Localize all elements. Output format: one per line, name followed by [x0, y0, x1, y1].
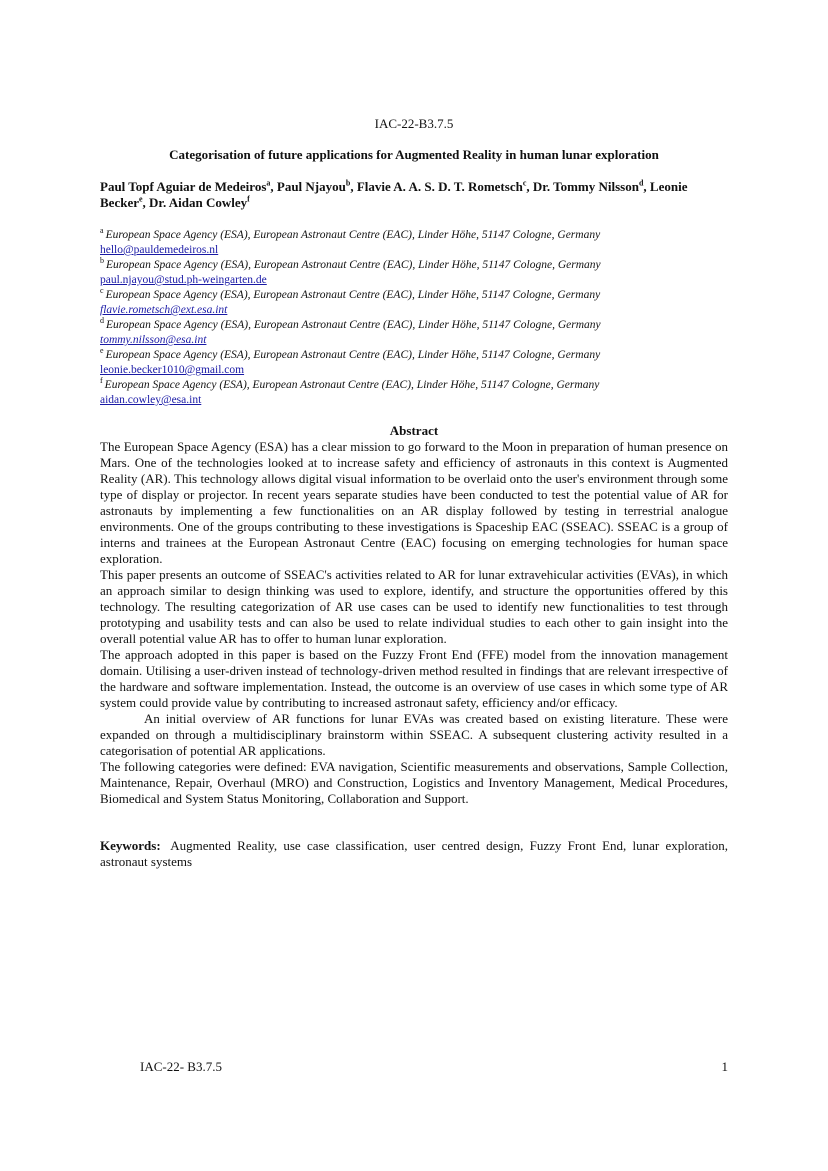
affiliation-line: [100, 348, 728, 363]
author-email-link[interactable]: tommy.nilsson@esa.int: [100, 334, 207, 346]
author-name: Paul Njayou: [276, 179, 346, 194]
author-affiliation-mark: f: [247, 194, 250, 204]
author-separator: ,: [350, 179, 357, 194]
author-email-link[interactable]: hello@pauldemedeiros.nl: [100, 244, 219, 256]
author-affiliation-mark: b: [345, 178, 351, 188]
affiliation-text: European Space Agency (ESA), European Astronaut Centre (EAC), Linder Höhe, 51147 Cologne, Germany: [105, 289, 601, 301]
abstract-paragraph: This paper presents an outcome of SSEAC's activities related to AR for lunar extravehicular activities (EVAs), in which an approach similar to design thinking was used to explore, identify, and structure the opportunities offered by this technology. The resulting categorization of AR use cases can be used to identify new functionalities to test through prototyping and usability tests and can also be used to relate individual studies to each other to gain insight into the overall potential value AR has to offer to human lunar exploration.: [100, 567, 728, 646]
author-email-link[interactable]: aidan.cowley@esa.int: [100, 394, 202, 406]
keywords-label: Keywords:: [100, 838, 161, 853]
paper-page: [100, 0, 728, 1171]
abstract-paragraph: The following categories were defined: EVA navigation, Scientific measurements and observations, Sample Collection, Maintenance, Repair, Overhaul (MRO) and Construction, Logistics and Inventory Management, Medical Procedures, Biomedical and System Status Monitoring, Collaboration and Support.: [100, 759, 728, 806]
author-email-link[interactable]: paul.njayou@stud.ph-weingarten.de: [100, 274, 267, 286]
affiliation-mark: a: [100, 226, 104, 236]
paper-title: Categorisation of future applications for Augmented Reality in human lunar exploration: [169, 147, 659, 162]
author-affiliation-mark: c: [522, 178, 527, 188]
affiliation-text: European Space Agency (ESA), European Astronaut Centre (EAC), Linder Höhe, 51147 Cologne, Germany: [105, 229, 601, 241]
affiliation-line: [100, 228, 728, 243]
abstract-paragraph: The approach adopted in this paper is based on the Fuzzy Front End (FFE) model from the innovation management domain. Utilising a user-driven instead of technology-driven method resulted in findings that are relevant irrespective of the hardware and software implementation. Instead, the outcome is an overview of use cases in which some type of AR system could provide value by contributing to increased astronaut safety, efficiency and/or efficacy.: [100, 647, 728, 710]
affiliation-mark: e: [100, 346, 104, 356]
abstract-paragraph: An initial overview of AR functions for lunar EVAs was created based on existing literature. These were expanded on through a multidisciplinary brainstorm within SSEAC. A subsequent clustering activity resulted in a categorisation of potential AR applications.: [100, 711, 728, 758]
author-name: Leonie Becker: [100, 179, 688, 210]
author-name: Dr. Tommy Nilsson: [532, 179, 639, 194]
affiliation-text: European Space Agency (ESA), European Astronaut Centre (EAC), Linder Höhe, 51147 Cologne, Germany: [106, 319, 601, 331]
author-list: [100, 179, 728, 211]
affiliation-line: [100, 258, 728, 273]
author-email-link[interactable]: leonie.becker1010@gmail.com: [100, 364, 245, 376]
affiliation-line: [100, 378, 728, 393]
author-separator: ,: [526, 179, 533, 194]
conference-code: IAC-22-B3.7.5: [374, 116, 454, 131]
affiliation-mark: b: [100, 256, 104, 266]
abstract-heading: Abstract: [389, 423, 439, 438]
affiliation-line: [100, 318, 728, 333]
keywords: [100, 838, 728, 870]
abstract-paragraph: The European Space Agency (ESA) has a clear mission to go forward to the Moon in preparation of human presence on Mars. One of the technologies looked at to increase safety and efficiency of astronauts in this context is Augmented Reality (AR). This technology allows digital visual information to be overlaid onto the user's environment through some type of display or projector. In recent years separate studies have been conducted to test the potential value of AR for astronauts by implementing a few functionalities on an AR display followed by testing in terrestrial analogue environments. One of the groups contributing to these investigations is Spaceship EAC (SSEAC). SSEAC is a group of interns and trainees at the European Astronaut Centre (EAC) focusing on emerging technologies for human space exploration.: [100, 439, 728, 566]
author-email-link[interactable]: flavie.rometsch@ext.esa.int: [100, 304, 228, 316]
abstract-body: [100, 439, 728, 807]
affiliation-mark: c: [100, 286, 104, 296]
affiliation-mark: d: [100, 316, 104, 326]
affiliation-mark: f: [100, 376, 103, 386]
author-name: Dr. Aidan Cowley: [149, 195, 248, 210]
author-separator: ,: [643, 179, 650, 194]
affiliation-text: European Space Agency (ESA), European Astronaut Centre (EAC), Linder Höhe, 51147 Cologne, Germany: [104, 379, 600, 391]
keywords-text: Augmented Reality, use case classification, user centred design, Fuzzy Front End, lunar exploration, astronaut systems: [100, 838, 728, 869]
author-affiliation-mark: e: [138, 194, 143, 204]
affiliation-list: [100, 228, 728, 408]
affiliation-text: European Space Agency (ESA), European Astronaut Centre (EAC), Linder Höhe, 51147 Cologne, Germany: [106, 259, 601, 271]
affiliation-text: European Space Agency (ESA), European Astronaut Centre (EAC), Linder Höhe, 51147 Cologne, Germany: [105, 349, 601, 361]
author-name: Flavie A. A. S. D. T. Rometsch: [356, 179, 523, 194]
author-affiliation-mark: d: [638, 178, 644, 188]
footer-code: IAC-22- B3.7.5: [140, 1059, 222, 1074]
author-separator: ,: [142, 195, 150, 210]
affiliation-line: [100, 288, 728, 303]
page-number: 1: [721, 1059, 728, 1074]
author-separator: ,: [270, 179, 277, 194]
author-name: Paul Topf Aguiar de Medeiros: [100, 179, 267, 194]
author-affiliation-mark: a: [266, 178, 271, 188]
